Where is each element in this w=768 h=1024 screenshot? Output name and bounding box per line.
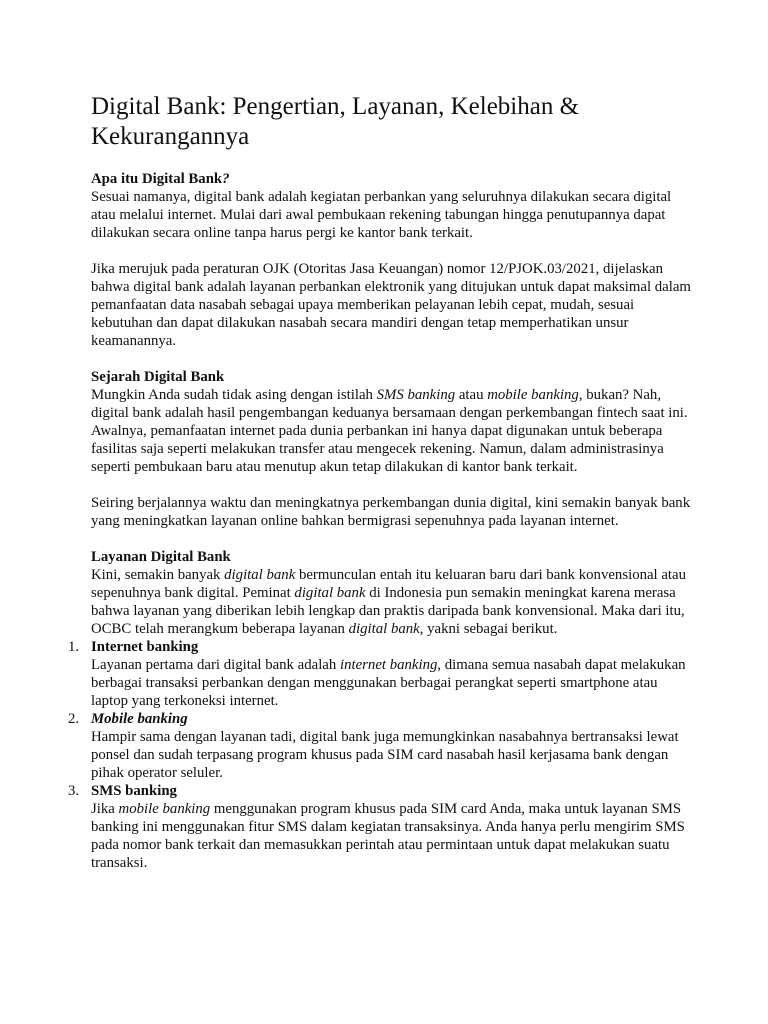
section-heading-layanan: Layanan Digital Bank <box>91 549 231 565</box>
list-number: 1. <box>68 639 80 655</box>
term-internet-banking: internet banking <box>339 657 438 673</box>
document-title: Digital Bank: Pengertian, Layanan, Kelebihan & Kekurangannya <box>91 93 580 150</box>
list-item-title: Mobile banking <box>91 711 188 727</box>
term-digital-bank: digital bank <box>348 621 420 637</box>
paragraph-definition: Sesuai namanya, digital bank adalah kegiatan perbankan yang seluruhnya dilakukan secara digital atau melalui internet. Mulai dari awal pembukaan rekening tabungan hingga penutupannya dapat dilakukan secara online tanpa harus pergi ke kantor bank terkait. <box>91 189 672 241</box>
list-item-text: Hampir sama dengan layanan tadi, digital bank juga memungkinkan nasabahnya bertransaksi lewat ponsel dan sudah terpasang program khusus pada SIM card nasabah hasil kerjasama bank dengan pihak operator seluler. <box>91 729 679 781</box>
list-item-title: Internet banking <box>91 639 199 655</box>
term-digital-bank: digital bank <box>224 567 296 583</box>
paragraph-history-3: Seiring berjalannya waktu dan meningkatnya perkembangan dunia digital, kini semakin banyak bank yang meningkatkan layanan online bahkan bermigrasi sepenuhnya pada layanan internet. <box>91 495 691 529</box>
section-heading-sejarah: Sejarah Digital Bank <box>91 369 225 385</box>
section-heading-apa-itu <box>91 170 691 188</box>
paragraph-ojk-regulation: Jika merujuk pada peraturan OJK (Otoritas Jasa Keuangan) nomor 12/PJOK.03/2021, dijelaskan bahwa digital bank adalah layanan perbankan elektronik yang ditujukan untuk dapat maksimal dalam pemanfaatan data nasabah sebagai upaya memberikan pelayanan lebih cepat, mudah, sesuai kebutuhan dan dapat dilakukan nasabah secara mandiri dengan tetap memperhatikan unsur keamanannya. <box>91 261 691 349</box>
paragraph-history-2: Awalnya, pemanfaatan internet pada dunia perbankan ini hanya dapat digunakan untuk beberapa fasilitas saja seperti melakukan transfer atau mengecek rekening. Namun, dalam administrasinya seperti pembukaan baru atau menutup akun tetap dilakukan di kantor bank terkait. <box>91 423 664 475</box>
document-body <box>68 170 691 872</box>
list-item <box>68 782 691 872</box>
list-item <box>68 710 691 782</box>
term-mobile-banking: mobile banking <box>118 801 211 817</box>
list-item-text: Layanan pertama dari digital bank adalah internet banking, dimana semua nasabah dapat melakukan berbagai transaksi perbankan dengan menggunakan berbagai perangkat seperti smartphone atau laptop yang terkoneksi internet. <box>91 657 686 709</box>
list-item-title: SMS banking <box>91 783 177 799</box>
list-item-text: Jika mobile banking menggunakan program khusus pada SIM card Anda, maka untuk layanan SMS banking ini menggunakan fitur SMS dalam kegiatan transaksinya. Anda hanya perlu mengirim SMS pada nomor bank terkait dan memasukkan perintah atau permintaan untuk dapat melakukan suatu transaksi. <box>91 801 685 871</box>
term-sms-banking: SMS banking <box>376 387 456 403</box>
term-digital-bank: digital bank <box>294 585 366 601</box>
term-mobile-banking: mobile banking <box>487 387 579 403</box>
list-number: 3. <box>68 783 80 799</box>
heading-text: Apa itu Digital Bank <box>91 171 223 187</box>
list-item <box>68 638 691 710</box>
services-list <box>68 638 691 872</box>
paragraph-history-1: Mungkin Anda sudah tidak asing dengan istilah SMS banking atau mobile banking, bukan? Nah, digital bank adalah hasil pengembangan keduanya bersamaan dengan perkembangan fintech saat ini. <box>91 387 688 421</box>
paragraph-services-intro: Kini, semakin banyak digital bank bermunculan entah itu keluaran baru dari bank konvensional atau sepenuhnya bank digital. Peminat digital bank di Indonesia pun semakin meningkat karena merasa bahwa layanan yang diberikan lebih lengkap dan praktis daripada bank konvensional. Maka dari itu, OCBC telah merangkum beberapa layanan digital bank, yakni sebagai berikut. <box>91 567 687 637</box>
list-number: 2. <box>68 711 80 727</box>
heading-question-mark: ? <box>222 171 230 187</box>
